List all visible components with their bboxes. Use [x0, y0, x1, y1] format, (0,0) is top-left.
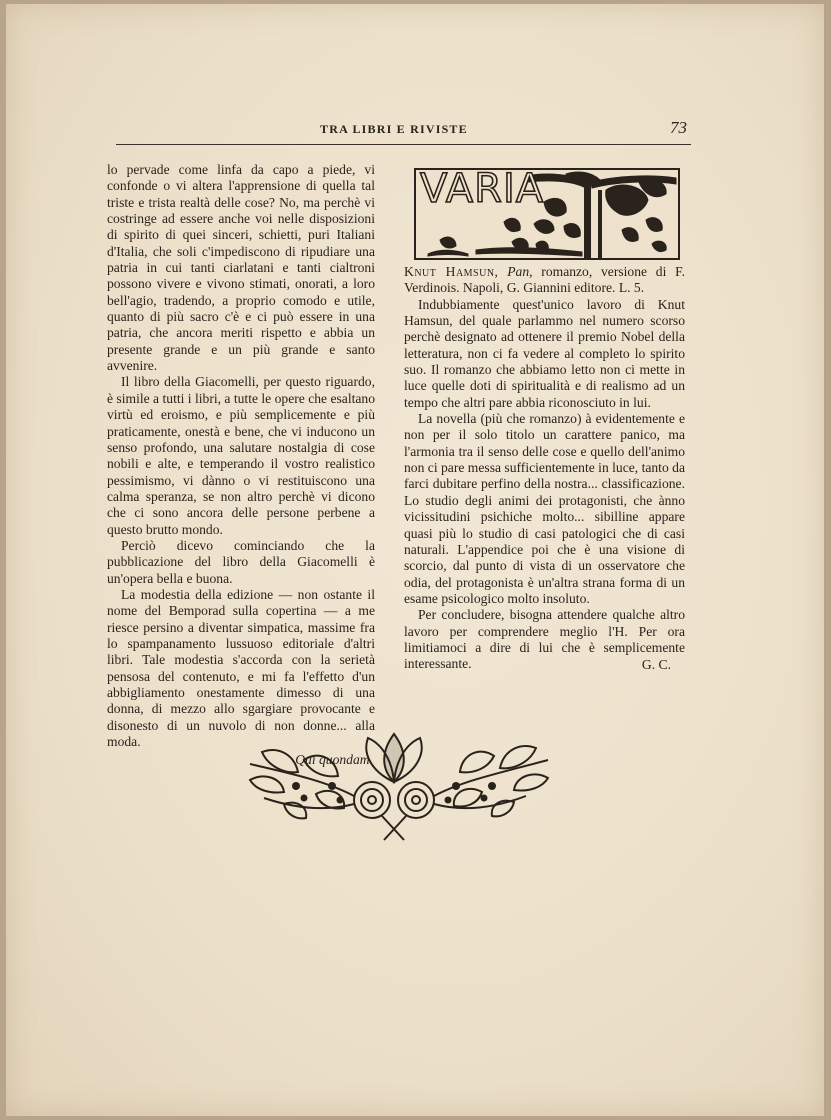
- running-header: [116, 116, 691, 145]
- floral-ornament: [244, 720, 554, 854]
- book-citation: [404, 264, 685, 297]
- flower-ornament-illustration: [244, 720, 554, 850]
- page: [6, 4, 824, 1116]
- left-column: [107, 162, 375, 769]
- right-paragraph-3: Per concludere, bisogna attendere qualche altro lavoro per comprendere meglio l'H. Per ora limitiamoci a dire di lui che è semplicemente interessante.: [404, 607, 685, 672]
- citation-details: romanzo, versione di F. Verdinois. Napoli, G. Giannini editore. L. 5.: [404, 264, 686, 296]
- varia-heading-text: VARIA: [420, 168, 545, 212]
- header-title: TRA LIBRI E RIVISTE: [320, 122, 468, 136]
- page-number: 73: [670, 118, 687, 137]
- right-paragraph-1: Indubbiamente quest'unico lavoro di Knut Hamsun, del quale parlammo nel numero scorso perchè designato ad ottenere il premio Nobel della letteratura, non ci fa vedere al completo lo spirito suo. Il romanzo che abbiamo letto non ci mette in luce quelle doti di spiritualità e di realismo ad un tempo che altri pare abbia riconosciuto in lui.: [404, 296, 685, 410]
- right-paragraph-2: La novella (più che romanzo) à evidentemente e non per il solo titolo un carattere panico, ma l'armonia tra il senso delle cose e quello dell'animo non ci pare messa sufficientemente in luce, tanto da farci dubitare perfino della nostra... classificazione. Lo studio degli animi dei protagonisti, che ànno vicissitudini psichiche molto... sibilline appare quasi più lo studio di casi patologici che di casi naturali. L'appendice poi che è una visione di scorcio, dal punto di vista di un osservatore che odia, del protagonista è un'altra strana forma di un esame psicologico molto insoluto.: [404, 411, 685, 606]
- varia-heading-vignette: [414, 168, 680, 260]
- citation-title: Pan,: [507, 264, 533, 279]
- right-column: [404, 264, 685, 673]
- left-paragraph-2: Il libro della Giacomelli, per questo riguardo, è simile a tutti i libri, a tutte le opere che esaltano virtù ed eroismo, e più semplicemente e più praticamente, onestà e bene, che vi inducono un senso profondo, una salutare nostalgia di cose nobili e alte, e temperando il vostro realistico pessimismo, vi dànno o vi restituiscono una calma speranza, se non altro perchè vi dicono che ci sono ancora delle persone perbene a questo brutto mondo.: [107, 374, 376, 537]
- citation-author: Knut Hamsun,: [404, 264, 499, 279]
- left-paragraph-3: Perciò dicevo cominciando che la pubblicazione del libro della Giacomelli è un'opera bella e buona.: [107, 537, 375, 586]
- left-signature: Qui quondam.: [295, 752, 373, 768]
- right-signature: G. C.: [641, 656, 671, 672]
- left-paragraph-1: lo pervade come linfa da capo a piede, vi confonde o vi altera l'apprensione di quella tal triste e trista realtà delle cose? No, ma perchè vi costringe ad essere anche voi nelle disposizioni di spirito di quei sinceri, schietti, puri Italiani d'Italia, che soli c'impediscono di ripudiare una patria in cui tanti ciarlatani e tanti cialtroni possono vivere e vivono stimati, onorati, a loro bell'agio, tradendo, a proprio comodo e utile, quanto di più sacro c'è e ci può essere in una patria, che ancora meriti rispetto e abbia un presente grande e un più grande e santo avvenire.: [107, 162, 375, 374]
- left-paragraph-4: La modestia della edizione — non ostante il nome del Bemporad sulla copertina — a me riesce persino a diventar simpatica, massime fra lo spampanamento lussuoso editoriale d'altri libri. Tale modestia s'accorda con la serietà pensosa del contenuto, e mi fa l'effetto d'un abbigliamento onestamente dimesso di una donna, di mezzo allo sgargiare provocante e disonesto di un nuvolo di non donne... alla moda.: [107, 586, 375, 750]
